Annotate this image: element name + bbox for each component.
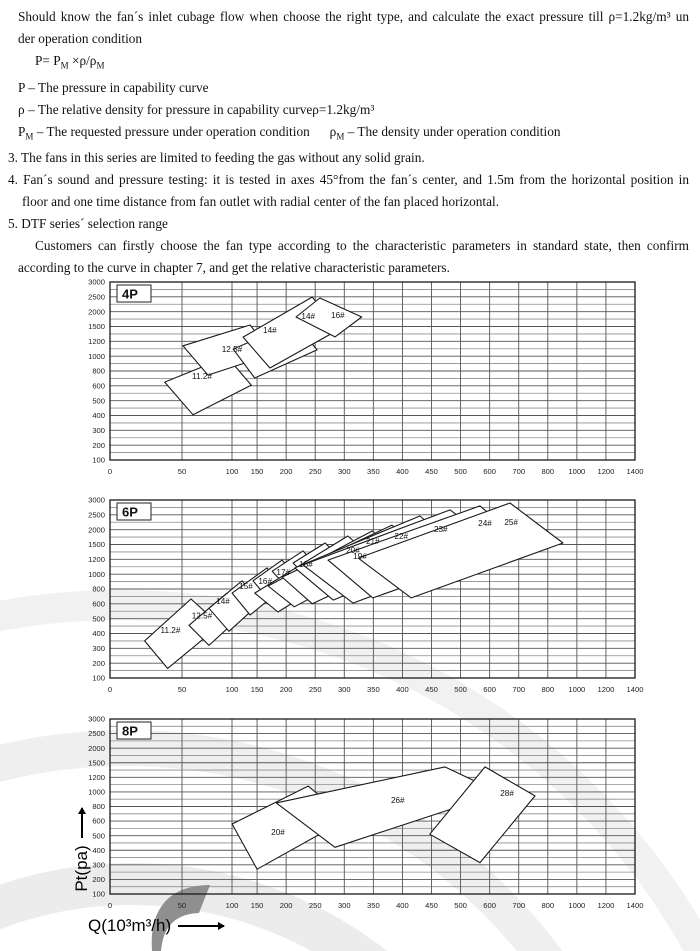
x-tick-label: 1200 xyxy=(597,685,615,694)
y-tick-label: 400 xyxy=(92,411,105,421)
x-tick-label: 50 xyxy=(177,467,187,476)
fan-size-label: 21# xyxy=(365,537,380,547)
x-tick-label: 0 xyxy=(107,901,113,910)
fan-size-label: 20# xyxy=(271,827,285,837)
y-tick-label: 2500 xyxy=(88,510,105,520)
x-tick-label: 600 xyxy=(483,901,496,910)
y-tick-label: 200 xyxy=(92,440,105,450)
fan-size-label: 16# xyxy=(258,577,273,587)
y-tick-label: 2500 xyxy=(88,292,105,302)
x-tick-label: 1400 xyxy=(626,685,644,694)
x-tick-label: 50 xyxy=(177,685,187,694)
y-tick-label: 100 xyxy=(92,673,105,683)
x-tick-label: 200 xyxy=(279,685,293,694)
y-tick-label: 3000 xyxy=(88,495,105,505)
x-tick-label: 1200 xyxy=(597,467,615,476)
fan-size-label: 28# xyxy=(500,788,514,798)
y-tick-label: 400 xyxy=(92,845,105,855)
chart-4p-selection-range xyxy=(76,272,649,488)
x-tick-label: 600 xyxy=(483,685,496,694)
text-line: ρ – The relative density for pressure in capability curveρ=1.2kg/m³ xyxy=(18,101,375,117)
fan-size-label: 12.5# xyxy=(221,345,243,355)
x-tick-label: 1000 xyxy=(568,901,586,910)
x-tick-label: 1200 xyxy=(597,901,615,910)
y-tick-label: 800 xyxy=(92,584,105,594)
fan-size-label: 14# xyxy=(216,596,230,606)
x-tick-label: 600 xyxy=(483,467,496,476)
fan-size-label: 14# xyxy=(301,311,316,321)
fan-size-label: 23# xyxy=(433,525,448,535)
y-tick-label: 600 xyxy=(92,599,105,609)
x-tick-label: 100 xyxy=(225,685,239,694)
y-tick-label: 1500 xyxy=(88,322,105,332)
y-tick-label: 600 xyxy=(92,381,105,391)
fan-size-label: 19# xyxy=(353,552,367,562)
x-tick-label: 350 xyxy=(367,685,380,694)
fan-size-label: 25# xyxy=(504,518,518,528)
fan-size-label: 20# xyxy=(346,545,360,555)
x-tick-label: 250 xyxy=(308,685,322,694)
chart-8p-selection-range xyxy=(76,709,649,922)
x-tick-label: 400 xyxy=(396,901,409,910)
chart-title: 4P xyxy=(122,286,138,302)
document-text xyxy=(8,6,689,279)
chart-title: 6P xyxy=(122,504,138,520)
x-tick-label: 100 xyxy=(225,467,239,476)
x-tick-label: 100 xyxy=(225,901,239,910)
y-tick-label: 1000 xyxy=(88,351,105,361)
x-tick-label: 300 xyxy=(337,467,351,476)
x-tick-label: 450 xyxy=(425,467,438,476)
x-tick-label: 250 xyxy=(308,467,322,476)
y-tick-label: 2000 xyxy=(88,307,105,317)
x-tick-label: 500 xyxy=(454,901,467,910)
x-tick-label: 500 xyxy=(454,685,467,694)
x-tick-label: 350 xyxy=(367,901,380,910)
fan-size-label: 11.2# xyxy=(192,372,212,382)
x-tick-label: 250 xyxy=(308,901,322,910)
y-tick-label: 300 xyxy=(92,860,105,870)
x-tick-label: 200 xyxy=(279,901,293,910)
y-tick-label: 1000 xyxy=(88,787,105,797)
x-tick-label: 1400 xyxy=(626,467,644,476)
y-tick-label: 1200 xyxy=(88,554,105,564)
y-tick-label: 800 xyxy=(92,366,105,376)
fan-size-label: 16# xyxy=(331,311,345,321)
text-line: floor and one time distance from fan outlet with radial center of the fan placed horizontal. xyxy=(22,194,500,210)
x-tick-label: 450 xyxy=(425,685,438,694)
x-tick-label: 700 xyxy=(512,685,526,694)
x-axis-title xyxy=(88,916,224,936)
x-tick-label: 1000 xyxy=(568,467,586,476)
chart-6p-selection-range xyxy=(76,490,649,706)
text-line: P – The pressure in capability curve xyxy=(18,79,209,95)
text-line: $P= P_M \times\rho/\rho_M$ xyxy=(35,53,105,71)
x-tick-label: 400 xyxy=(396,467,409,476)
x-axis-title-text: Q(10³m³/h) xyxy=(88,916,172,935)
y-tick-label: 500 xyxy=(92,614,105,624)
y-tick-label: 600 xyxy=(92,816,105,826)
y-tick-label: 400 xyxy=(92,629,105,639)
y-tick-label: 1500 xyxy=(88,758,105,768)
x-tick-label: 400 xyxy=(396,685,409,694)
text-line: Should know the fan´s inlet cubage flow when choose the right type, and calculate the exact pressure till ρ=1.2kg/m³ un xyxy=(18,9,689,24)
x-tick-label: 200 xyxy=(279,467,293,476)
x-tick-label: 800 xyxy=(541,901,555,910)
y-tick-label: 2000 xyxy=(88,525,105,535)
y-tick-label: 2500 xyxy=(88,729,105,739)
y-tick-label: 2000 xyxy=(88,743,105,753)
fan-size-label: 26# xyxy=(390,795,405,805)
fan-size-label: 22# xyxy=(394,532,409,542)
x-tick-label: 0 xyxy=(107,685,113,694)
y-tick-label: 200 xyxy=(92,658,105,668)
y-tick-label: 3000 xyxy=(88,277,105,287)
x-tick-label: 700 xyxy=(512,901,526,910)
y-axis-title-text: Pt(pa) xyxy=(72,845,91,892)
x-tick-label: 1400 xyxy=(626,901,644,910)
y-tick-label: 1200 xyxy=(88,772,105,782)
y-tick-label: 200 xyxy=(92,875,105,885)
text-line: $P_M$ – The requested pressure under operation condition $\rho_M$ – The density under operation condition xyxy=(18,123,561,142)
fan-size-label: 14# xyxy=(263,325,277,335)
x-tick-label: 150 xyxy=(250,467,264,476)
fan-size-label: 12.5# xyxy=(191,611,213,621)
x-tick-label: 800 xyxy=(541,467,555,476)
x-tick-label: 0 xyxy=(107,467,113,476)
fan-size-label: 24# xyxy=(478,518,492,528)
text-line: 3. The fans in this series are limited to feeding the gas without any solid grain. xyxy=(8,150,425,166)
x-tick-label: 150 xyxy=(250,901,264,910)
y-tick-label: 1500 xyxy=(88,540,105,550)
x-tick-label: 700 xyxy=(512,467,526,476)
y-tick-label: 800 xyxy=(92,802,105,812)
chart-title: 8P xyxy=(122,723,138,739)
y-tick-label: 500 xyxy=(92,831,105,841)
fan-size-label: 15# xyxy=(239,582,253,591)
x-tick-label: 1000 xyxy=(568,685,586,694)
y-tick-label: 3000 xyxy=(88,714,105,724)
x-tick-label: 350 xyxy=(367,467,380,476)
text-line: 4. Fan´s sound and pressure testing: it is tested in axes 45°from the fan´s center, and 1.5m from the horizontal position in xyxy=(8,172,689,188)
y-tick-label: 500 xyxy=(92,396,105,406)
text-line: der operation condition xyxy=(18,31,143,46)
x-tick-label: 800 xyxy=(541,685,555,694)
fan-size-label: 18# xyxy=(299,560,313,570)
y-tick-label: 300 xyxy=(92,425,105,435)
y-tick-label: 100 xyxy=(92,455,105,465)
text-line: according to the curve in chapter 7, and get the relative characteristic parameters. xyxy=(18,260,450,276)
up-arrow-icon xyxy=(81,808,83,838)
text-line: Customers can firstly choose the fan type according to the characteristic parameters in standard state, then confirm xyxy=(35,238,689,254)
x-tick-label: 450 xyxy=(425,901,438,910)
x-tick-label: 300 xyxy=(337,901,351,910)
x-tick-label: 50 xyxy=(177,901,187,910)
y-tick-label: 1000 xyxy=(88,569,105,579)
x-tick-label: 150 xyxy=(250,685,264,694)
fan-size-label: 17# xyxy=(276,567,291,577)
y-tick-label: 300 xyxy=(92,643,105,653)
y-axis-title xyxy=(72,785,92,915)
right-arrow-icon xyxy=(178,925,224,927)
x-tick-label: 300 xyxy=(337,685,351,694)
text-line: 5. DTF series´ selection range xyxy=(8,216,168,232)
y-tick-label: 1200 xyxy=(88,336,105,346)
x-tick-label: 500 xyxy=(454,467,467,476)
fan-size-label: 11.2# xyxy=(160,625,181,635)
y-tick-label: 100 xyxy=(92,889,105,899)
